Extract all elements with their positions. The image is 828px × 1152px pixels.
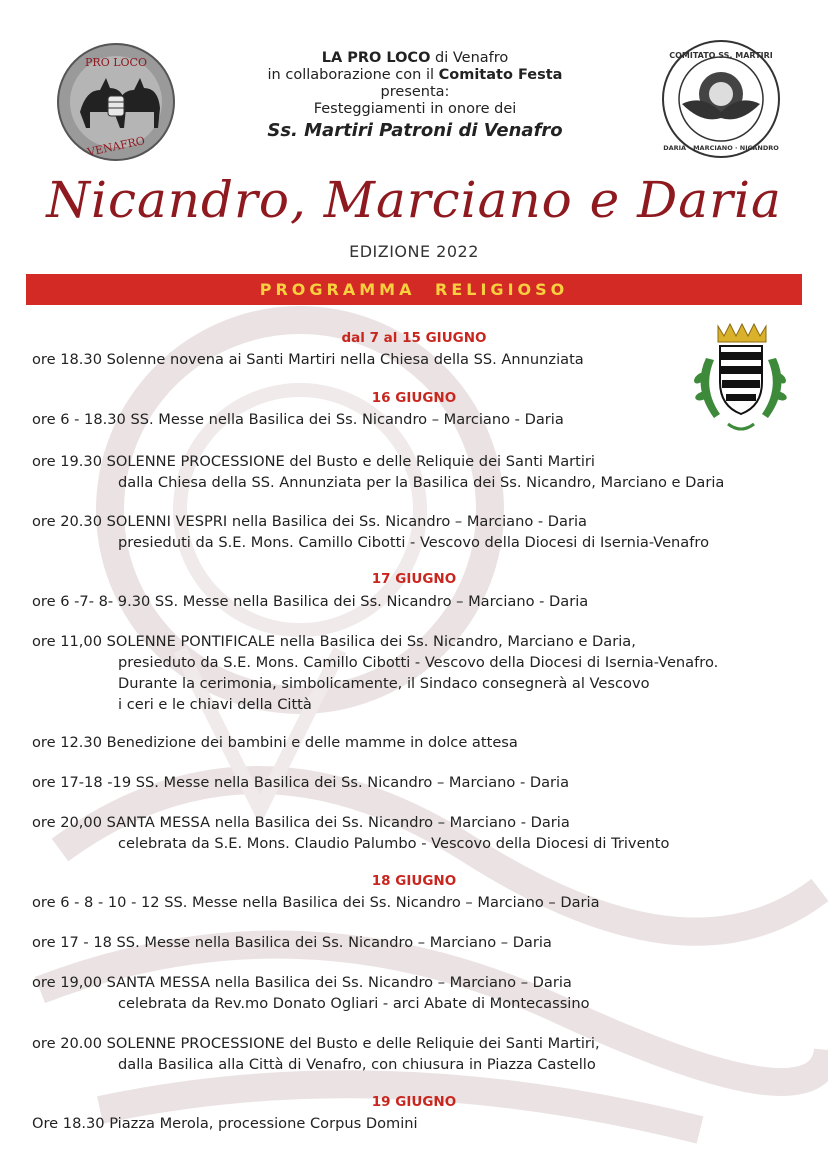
entry-line: ore 11,00 SOLENNE PONTIFICALE nella Basilica dei Ss. Nicandro, Marciano e Daria, <box>32 633 636 650</box>
program-entry: ore 6 - 8 - 10 - 12 SS. Messe nella Basilica dei Ss. Nicandro – Marciano – Daria <box>32 894 600 911</box>
festeggiamenti-text: Festeggiamenti in onore dei <box>313 101 517 117</box>
edition-label: EDIZIONE 2022 <box>349 242 479 261</box>
comitato-name: Comitato Festa <box>438 67 563 83</box>
date-heading: 17 GIUGNO <box>371 571 457 587</box>
entry-line: ore 20.00 SOLENNE PROCESSIONE del Busto e delle Reliquie dei Santi Martiri, <box>32 1035 600 1052</box>
entry-line: dalla Basilica alla Città di Venafro, con chiusura in Piazza Castello <box>118 1056 596 1073</box>
program-entry: ore 6 - 18.30 SS. Messe nella Basilica dei Ss. Nicandro – Marciano - Daria <box>32 411 564 428</box>
program-entry: ore 17 - 18 SS. Messe nella Basilica dei Ss. Nicandro – Marciano – Daria <box>32 934 552 951</box>
program-entry: ore 6 -7- 8- 9.30 SS. Messe nella Basilica dei Ss. Nicandro – Marciano - Daria <box>32 593 589 610</box>
program-entry: ore 18.30 Solenne novena ai Santi Martiri nella Chiesa della SS. Annunziata <box>32 351 584 368</box>
entry-line: presieduto da S.E. Mons. Camillo Cibotti - Vescovo della Diocesi di Isernia-Venafro. <box>118 654 719 671</box>
date-heading: dal 7 al 15 GIUGNO <box>341 330 487 346</box>
svg-text:PRO LOCO: PRO LOCO <box>85 56 147 69</box>
entry-line: i ceri e le chiavi della Città <box>118 696 312 713</box>
program-entry <box>32 511 709 553</box>
program-entry <box>32 451 724 493</box>
entry-line: ore 19,00 SANTA MESSA nella Basilica dei Ss. Nicandro – Marciano – Daria <box>32 974 572 991</box>
entry-line: celebrata da S.E. Mons. Claudio Palumbo - Vescovo della Diocesi di Trivento <box>118 835 670 852</box>
entry-line: presieduti da S.E. Mons. Camillo Cibotti - Vescovo della Diocesi di Isernia-Venafro <box>118 534 709 551</box>
page-title: Nicandro, Marciano e Daria <box>46 171 782 229</box>
program-entry <box>32 812 669 854</box>
pro-loco-logo <box>56 42 176 162</box>
entry-line: ore 20.30 SOLENNI VESPRI nella Basilica dei Ss. Nicandro – Marciano - Daria <box>32 513 587 530</box>
entry-line: dalla Chiesa della SS. Annunziata per la Basilica dei Ss. Nicandro, Marciano e Daria <box>118 474 725 491</box>
program-entry: ore 12.30 Benedizione dei bambini e delle mamme in dolce attesa <box>32 734 518 751</box>
entry-line: ore 20,00 SANTA MESSA nella Basilica dei Ss. Nicandro – Marciano - Daria <box>32 814 570 831</box>
program-entry: Ore 18.30 Piazza Merola, processione Corpus Domini <box>32 1115 418 1132</box>
presenta-text: presenta: <box>380 84 450 100</box>
collaboration-text: in collaborazione con il <box>267 67 439 83</box>
header-presentation <box>200 50 630 143</box>
program-entry: ore 17-18 -19 SS. Messe nella Basilica dei Ss. Nicandro – Marciano - Daria <box>32 774 570 791</box>
svg-text:VENAFRO: VENAFRO <box>86 134 147 159</box>
pro-loco-name: LA PRO LOCO <box>321 50 431 66</box>
comitato-logo <box>660 38 782 160</box>
entry-line: ore 19.30 SOLENNE PROCESSIONE del Busto e delle Reliquie dei Santi Martiri <box>32 453 595 470</box>
program-entry <box>32 972 590 1014</box>
program-banner: PROGRAMMA RELIGIOSO <box>26 274 802 305</box>
entry-line: celebrata da Rev.mo Donato Ogliari - arci Abate di Montecassino <box>118 995 590 1012</box>
svg-text:COMITATO SS. MARTIRI: COMITATO SS. MARTIRI <box>669 51 773 60</box>
svg-text:DARIA · MARCIANO · NICANDRO: DARIA · MARCIANO · NICANDRO <box>663 144 779 152</box>
date-heading: 19 GIUGNO <box>371 1094 457 1110</box>
pro-loco-city: di Venafro <box>430 50 509 66</box>
program-entry <box>32 1033 600 1075</box>
date-heading: 18 GIUGNO <box>371 873 457 889</box>
entry-line: Durante la cerimonia, simbolicamente, il Sindaco consegnerà al Vescovo <box>118 675 650 692</box>
date-heading: 16 GIUGNO <box>371 390 457 406</box>
program-entry <box>32 631 718 715</box>
martiri-subtitle: Ss. Martiri Patroni di Venafro <box>267 120 563 141</box>
